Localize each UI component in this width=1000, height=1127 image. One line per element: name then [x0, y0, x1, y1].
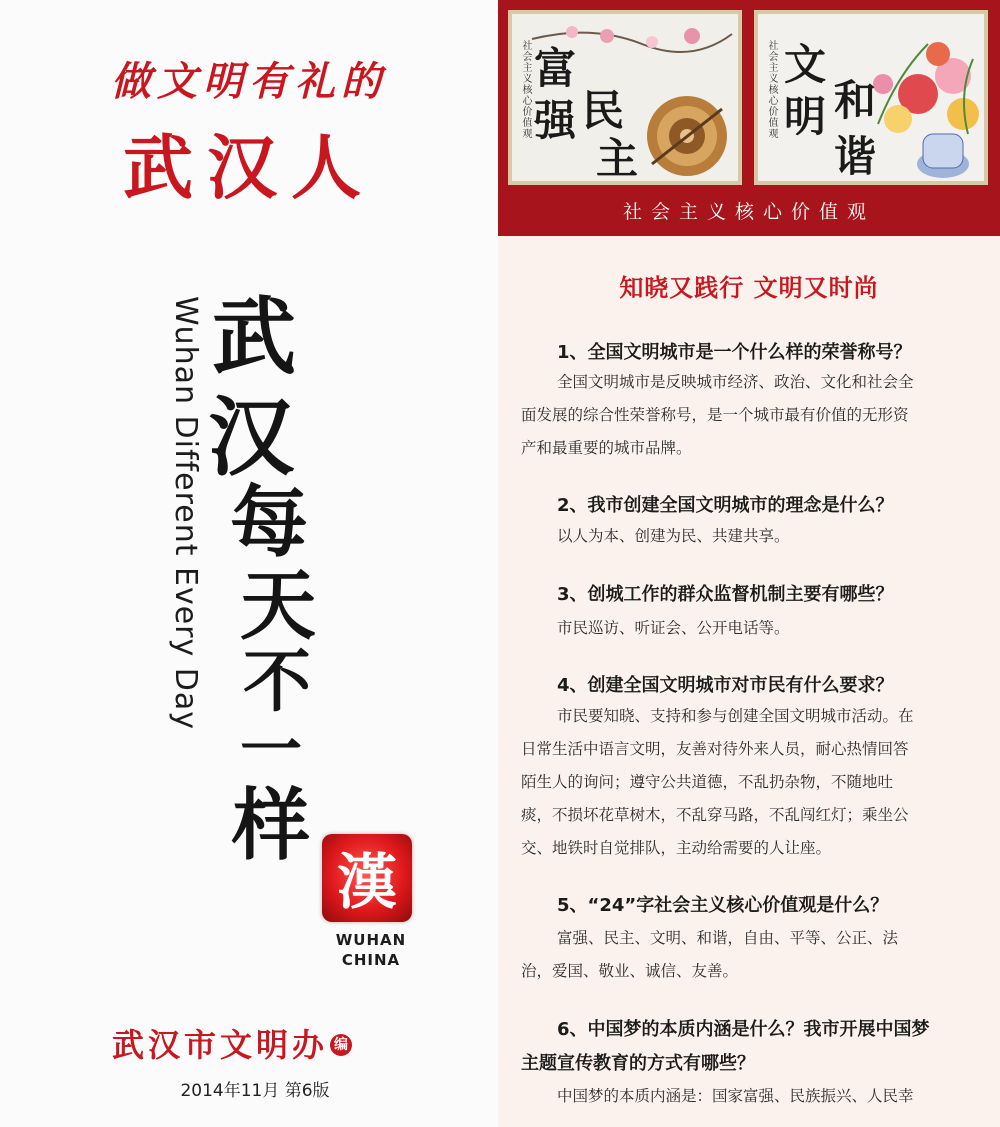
calligraphy-char: 汉	[208, 387, 294, 488]
answer-4-line: 市民要知晓、支持和参与创建全国文明城市活动。在	[557, 707, 914, 725]
banner-tile-civility	[754, 10, 988, 185]
tile-b-vertical-caption: 社会主义核心价值观	[766, 40, 777, 139]
editor-mark-icon: 编	[330, 1034, 352, 1056]
value-char: 富	[534, 44, 577, 93]
values-banner	[498, 0, 1000, 236]
seal-caption-line1: WUHAN	[335, 931, 407, 949]
calligraphy-char: 一	[240, 713, 303, 786]
cover-panel	[0, 0, 498, 1127]
answer-5-line: 治，爱国、敬业、诚信、友善。	[521, 962, 739, 980]
answer-4-line: 痰，不损坏花草树木，不乱穿马路，不乱闯红灯；乘坐公	[521, 806, 909, 824]
vertical-english-slogan: Wuhan Different Every Day	[168, 296, 203, 731]
answer-4-line: 陌生人的询问；遵守公共道德，不乱扔杂物，不随地吐	[521, 773, 894, 791]
section-title: 知晓又践行 文明又时尚	[619, 274, 879, 302]
edition-date: 2014年11月 第6版	[180, 1081, 330, 1101]
calligraphy-char: 样	[232, 780, 311, 871]
publisher-name: 武汉市文明办	[112, 1026, 329, 1064]
banner-caption: 社会主义核心价值观	[622, 201, 875, 223]
answer-1-line: 产和最重要的城市品牌。	[521, 439, 692, 457]
value-char: 谐	[834, 132, 877, 181]
answer-4-line: 日常生活中语言文明，友善对待外来人员，耐心热情回答	[521, 740, 909, 758]
value-char: 民	[582, 86, 625, 135]
seal-char: 漢	[337, 848, 397, 918]
answer-3-line: 市民巡访、听证会、公开电话等。	[557, 619, 790, 637]
publisher	[112, 1020, 352, 1066]
banner-tile-prosperity	[508, 10, 742, 185]
answer-2-line: 以人为本、创建为民、共建共享。	[557, 527, 790, 545]
value-char: 主	[596, 134, 639, 181]
calligraphy-char: 不	[243, 642, 312, 722]
seal-caption	[316, 930, 426, 970]
answer-1-line: 全国文明城市是反映城市经济、政治、文化和社会全	[557, 373, 914, 391]
wuhan-seal-logo	[322, 834, 412, 922]
question-4: 4、创建全国文明城市对市民有什么要求？	[557, 675, 894, 696]
calligraphy-char: 天	[240, 561, 316, 650]
answer-6-line: 中国梦的本质内涵是：国家富强、民族振兴、人民幸	[557, 1087, 914, 1105]
value-char: 强	[534, 96, 577, 145]
question-1: 1、全国文明城市是一个什么样的荣誉称号？	[557, 342, 912, 363]
answer-1-line: 面发展的综合性荣誉称号，是一个城市最有价值的无形资	[521, 406, 909, 424]
question-2: 2、我市创建全国文明城市的理念是什么？	[557, 495, 894, 516]
value-char: 明	[784, 92, 827, 141]
question-6-cont: 主题宣传教育的方式有哪些？	[521, 1053, 755, 1074]
tile-a-vertical-caption: 社会主义核心价值观	[520, 40, 531, 139]
question-3: 3、创城工作的群众监督机制主要有哪些？	[557, 584, 894, 605]
calligraphy-char: 每	[230, 477, 309, 568]
value-char: 和	[834, 76, 877, 125]
answer-4-line: 交、地铁时自觉排队，主动给需要的人让座。	[521, 839, 832, 857]
calligraphy-char: 武	[212, 287, 297, 386]
content-panel	[498, 0, 1000, 1127]
headline-line2: 武汉人	[123, 127, 375, 209]
question-5: 5、“24”字社会主义核心价值观是什么？	[557, 895, 889, 916]
seal-caption-line2: CHINA	[341, 951, 401, 969]
answer-5-line: 富强、民主、文明、和谐，自由、平等、公正、法	[557, 929, 899, 947]
question-6: 6、中国梦的本质内涵是什么？我市开展中国梦	[557, 1019, 930, 1040]
headline-line1: 做文明有礼的	[111, 59, 387, 105]
value-char: 文	[784, 40, 827, 89]
